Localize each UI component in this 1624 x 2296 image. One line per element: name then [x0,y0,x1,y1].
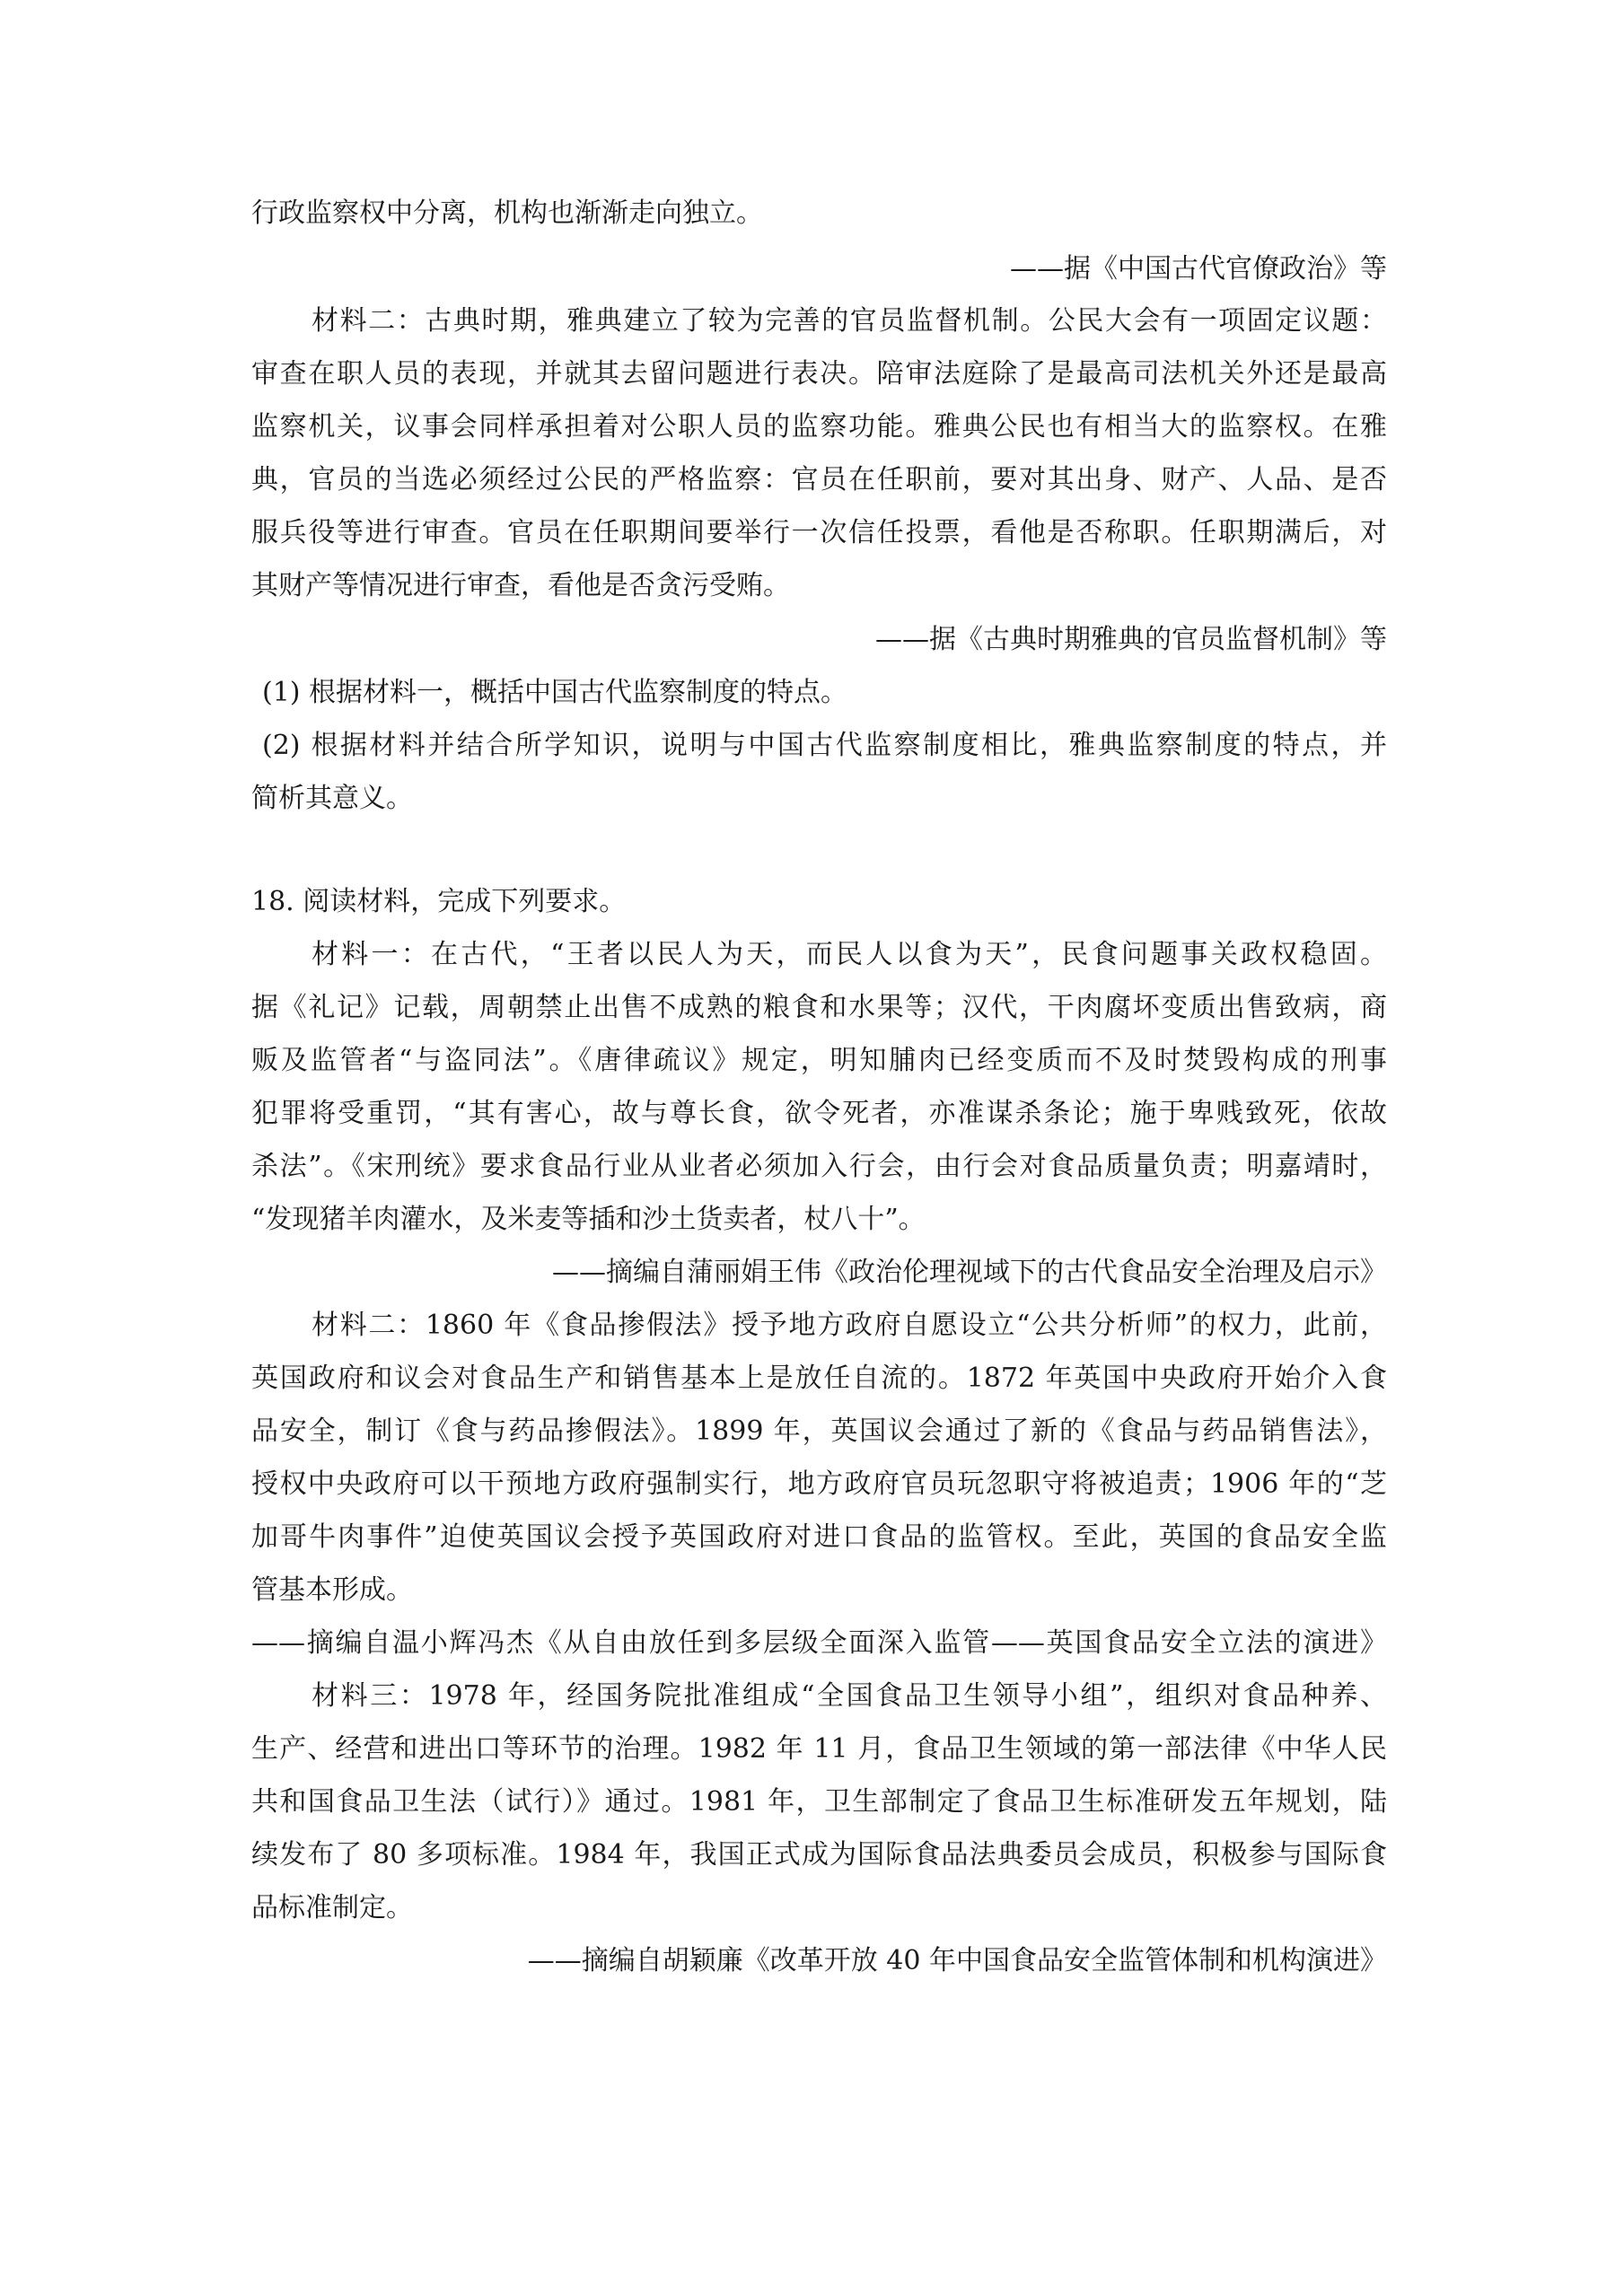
paragraph-line: 犯罪将受重罚，“其有害心，故与尊长食，欲令死者，亦准谋杀条论；施于卑贱致死，依故 [251,1098,1387,1129]
question-2: (2) 根据材料并结合所学知识，说明与中国古代监察制度相比，雅典监察制度的特点，并 [262,730,1387,761]
paragraph-line: 材料一：在古代，“王者以民人为天，而民人以食为天”，民食问题事关政权稳固。 [312,939,1387,970]
paragraph-line: 英国政府和议会对食品生产和销售基本上是放任自流的。1872 年英国中央政府开始介入食 [251,1363,1387,1394]
paragraph-line: 加哥牛肉事件”迫使英国议会授予英国政府对进口食品的监管权。至此，英国的食品安全监 [251,1521,1387,1553]
paragraph-line: 材料三：1978 年，经国务院批准组成“全国食品卫生领导小组”，组织对食品种养、 [312,1680,1387,1712]
question-1: (1) 根据材料一，概括中国古代监察制度的特点。 [262,677,848,708]
source-citation: ——据《古典时期雅典的官员监督机制》等 [875,624,1387,655]
paragraph-line: 杀法”。《宋刑统》要求食品行业从业者必须加入行会，由行会对食品质量负责；明嘉靖时， [251,1151,1387,1182]
paragraph-line: “发现猪羊肉灌水，及米麦等插和沙土货卖者，杖八十”。 [251,1204,926,1235]
paragraph-line: 授权中央政府可以干预地方政府强制实行，地方政府官员玩忽职守将被追责；1906 年的“芝 [251,1468,1387,1500]
source-citation: ——摘编自蒲丽娟王伟《政治伦理视域下的古代食品安全治理及启示》 [552,1257,1387,1288]
source-citation: ——据《中国古代官僚政治》等 [1010,253,1387,285]
paragraph-line: 监察机关，议事会同样承担着对公职人员的监察功能。雅典公民也有相当大的监察权。在雅 [251,411,1387,443]
paragraph-line: 其财产等情况进行审查，看他是否贪污受贿。 [251,570,790,601]
paragraph-line: 贩及监管者“与盗同法”。《唐律疏议》规定，明知脯肉已经变质而不及时焚毁构成的刑事 [251,1045,1387,1076]
paragraph-line: 品安全，制订《食与药品掺假法》。1899 年，英国议会通过了新的《食品与药品销售法》， [251,1415,1387,1447]
paragraph-line: 审查在职人员的表现，并就其去留问题进行表决。陪审法庭除了是最高司法机关外还是最高 [251,358,1387,390]
paragraph-line: 典，官员的当选必须经过公民的严格监察：官员在任职前，要对其出身、财产、人品、是否 [251,464,1387,495]
question-2-cont: 简析其意义。 [251,783,413,814]
paragraph-line: 生产、经营和进出口等环节的治理。1982 年 11 月，食品卫生领域的第一部法律《中华人民 [251,1733,1387,1765]
paragraph-line: 管基本形成。 [251,1574,413,1606]
paragraph-line: 材料二：古典时期，雅典建立了较为完善的官员监督机制。公民大会有一项固定议题： [312,305,1387,337]
question-18-title: 18. 阅读材料，完成下列要求。 [251,886,627,917]
paragraph-line: 行政监察权中分离，机构也渐渐走向独立。 [251,197,763,229]
paragraph-line: 品标准制定。 [251,1892,413,1924]
paragraph-line: 续发布了 80 多项标准。1984 年，我国正式成为国际食品法典委员会成员，积极参与国际食 [251,1839,1387,1871]
paragraph-line: 材料二：1860 年《食品掺假法》授予地方政府自愿设立“公共分析师”的权力，此前， [312,1310,1387,1341]
source-citation: ——摘编自胡颖廉《改革开放 40 年中国食品安全监管体制和机构演进》 [527,1945,1387,1976]
source-citation: ——摘编自温小辉冯杰《从自由放任到多层级全面深入监管——英国食品安全立法的演进》 [251,1627,1387,1659]
paragraph-line: 共和国食品卫生法（试行）》通过。1981 年，卫生部制定了食品卫生标准研发五年规划，陆 [251,1786,1387,1818]
paragraph-line: 服兵役等进行审查。官员在任职期间要举行一次信任投票，看他是否称职。任职期满后，对 [251,517,1387,548]
paragraph-line: 据《礼记》记载，周朝禁止出售不成熟的粮食和水果等；汉代，干肉腐坏变质出售致病，商 [251,992,1387,1023]
